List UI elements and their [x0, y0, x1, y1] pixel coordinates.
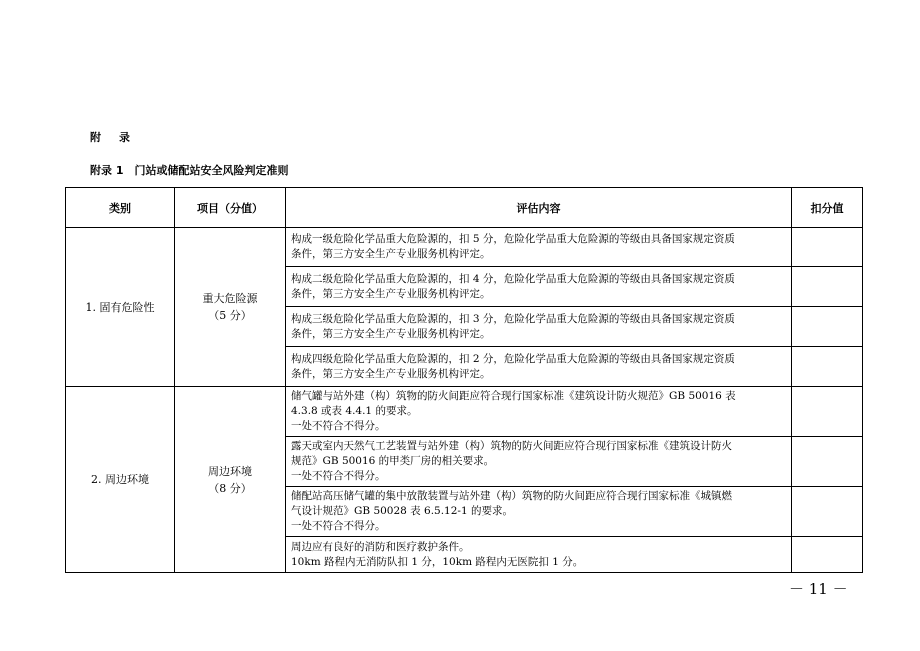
content-cell: [286, 228, 792, 267]
content-line: 构成四级危险化学品重大危险源的，扣 2 分，危险化学品重大危险源的等级由具备国家规定资质: [291, 352, 735, 365]
content-cell: [286, 347, 792, 387]
content-line: 储气罐与站外建（构）筑物的防火间距应符合现行国家标准《建筑设计防火规范》GB 50016 表: [291, 390, 736, 402]
item-name: 重大危险源: [202, 292, 258, 305]
deduction-cell: [792, 228, 863, 267]
risk-criteria-table: [65, 187, 863, 573]
deduction-cell: [792, 267, 863, 307]
category-label: 1. 固有危险性: [85, 300, 155, 314]
deduction-cell: [792, 487, 863, 537]
deduction-cell: [792, 537, 863, 573]
category-cell: [66, 228, 175, 387]
deduction-cell: [792, 347, 863, 387]
deduction-cell: [792, 387, 863, 437]
item-score: （8 分）: [208, 481, 252, 495]
category-label: 2. 周边环境: [91, 473, 149, 486]
content-line: 一处不符合不得分。: [291, 470, 386, 482]
header-category: 类别: [66, 188, 175, 228]
content-line: 条件，第三方安全生产专业服务机构评定。: [291, 287, 491, 300]
item-score: （5 分）: [208, 309, 252, 322]
table-header-row: [66, 188, 863, 228]
content-line: 一处不符合不得分。: [291, 520, 386, 532]
appendix-subtitle: 附录 1 门站或储配站安全风险判定准则: [90, 164, 289, 177]
header-content: 评估内容: [286, 188, 792, 228]
header-deduction: 扣分值: [792, 188, 863, 228]
appendix-heading: [90, 129, 130, 145]
content-cell: [286, 387, 792, 437]
content-line: 构成一级危险化学品重大危险源的，扣 5 分，危险化学品重大危险源的等级由具备国家规定资质: [291, 233, 735, 245]
appendix-heading-right: 录: [119, 131, 130, 144]
content-line: 条件，第三方安全生产专业服务机构评定。: [291, 327, 491, 340]
page-number: － 11 －: [789, 580, 848, 598]
content-line: 构成三级危险化学品重大危险源的，扣 3 分，危险化学品重大危险源的等级由具备国家规定资质: [291, 312, 735, 325]
content-line: 条件，第三方安全生产专业服务机构评定。: [291, 367, 491, 380]
header-item: 项目（分值）: [175, 188, 286, 228]
category-cell: [66, 387, 175, 573]
content-line: 构成二级危险化学品重大危险源的，扣 4 分，危险化学品重大危险源的等级由具备国家规定资质: [291, 272, 735, 285]
content-cell: [286, 437, 792, 487]
item-cell: [175, 387, 286, 573]
appendix-heading-left: 附: [90, 131, 101, 144]
content-cell: [286, 267, 792, 307]
deduction-cell: [792, 437, 863, 487]
item-name: 周边环境: [208, 464, 252, 478]
table-row: [66, 387, 863, 437]
content-line: 储配站高压储气罐的集中放散装置与站外建（构）筑物的防火间距应符合现行国家标准《城镇燃: [291, 490, 732, 502]
content-line: 规范》GB 50016 的甲类厂房的相关要求。: [291, 455, 495, 467]
content-cell: [286, 537, 792, 573]
content-line: 一处不符合不得分。: [291, 420, 386, 432]
content-line: 露天或室内天然气工艺装置与站外建（构）筑物的防火间距应符合现行国家标准《建筑设计防火: [291, 440, 732, 452]
content-line: 条件，第三方安全生产专业服务机构评定。: [291, 248, 491, 260]
content-line: 10km 路程内无消防队扣 1 分，10km 路程内无医院扣 1 分。: [291, 555, 584, 568]
content-cell: [286, 307, 792, 347]
content-line: 4.3.8 或表 4.4.1 的要求。: [291, 405, 418, 417]
deduction-cell: [792, 307, 863, 347]
item-cell: [175, 228, 286, 387]
content-cell: [286, 487, 792, 537]
content-line: 周边应有良好的消防和医疗救护条件。: [291, 540, 470, 553]
content-line: 气设计规范》GB 50028 表 6.5.12-1 的要求。: [291, 505, 513, 517]
table-row: [66, 228, 863, 267]
